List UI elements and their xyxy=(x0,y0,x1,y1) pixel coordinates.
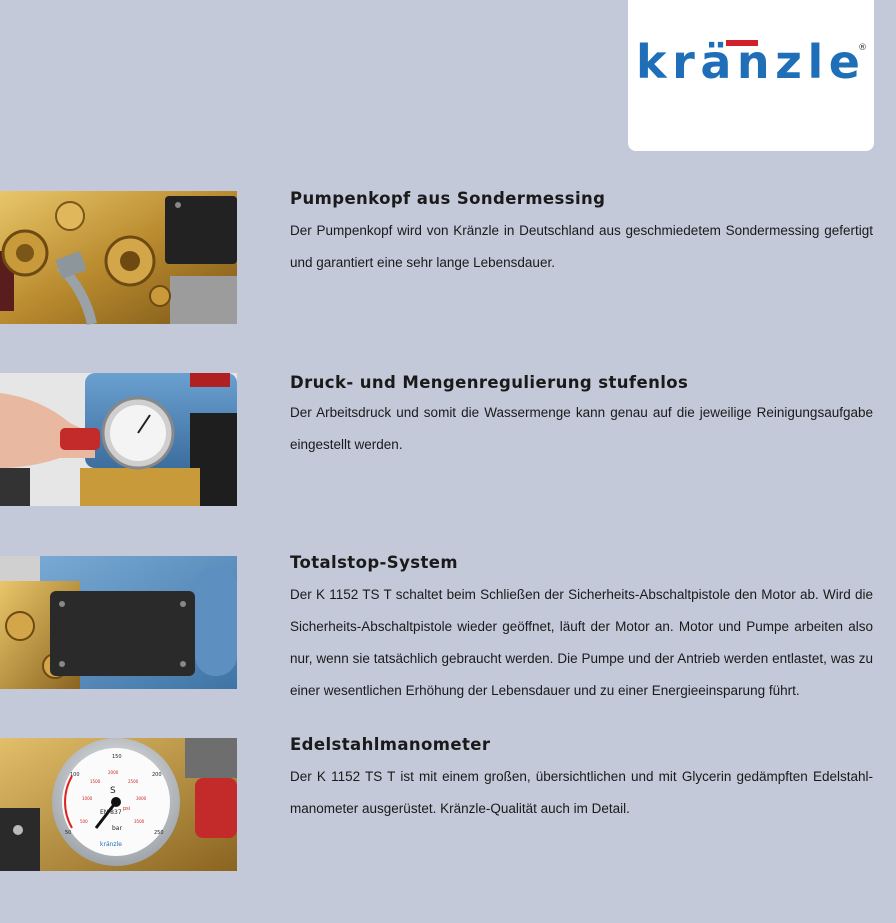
feature-text xyxy=(290,735,873,825)
gauge-norm-label: EN 837 xyxy=(100,809,122,816)
gauge-psi-tick: 3000 xyxy=(136,796,147,801)
gauge-psi-tick: 2000 xyxy=(108,770,119,775)
kranzle-logo xyxy=(636,35,867,89)
feature-title: Edelstahlmanometer xyxy=(290,735,491,754)
stainless-manometer-photo xyxy=(0,738,237,871)
feature-text xyxy=(290,553,873,707)
gauge-bar-tick: 250 xyxy=(154,830,164,836)
gauge-psi-unit: psi xyxy=(123,806,131,812)
feature-description: Der K 1152 TS T schaltet beim Schließen der Sicherheits-Abschaltpistole den Motor ab. Wird die Sicherheits-Abschaltpistole wieder geöffnet, läuft der Motor an. Motor und Pumpe arbeiten also nur, wenn sie tatsächlich gebraucht werden. Die Pumpe und der Antrieb werden entlastet, was zu einer wesentlichen Erhöhung der Lebensdauer und zu einer Energieeinsparung führt. xyxy=(290,587,873,698)
gauge-psi-tick: 2500 xyxy=(128,779,139,784)
gauge-psi-tick: 3500 xyxy=(134,819,145,824)
gauge-psi-tick: 1500 xyxy=(90,779,101,784)
gauge-psi-tick: 500 xyxy=(80,819,88,824)
feature-description: Der Pumpenkopf wird von Kränzle in Deutschland aus geschmiedetem Sondermessing gefertigt und garantiert eine sehr lange Lebensdauer. xyxy=(290,223,873,270)
feature-description: Der K 1152 TS T ist mit einem großen, übersichtlichen und mit Glycerin gedämpften Edelstahl-manometer ausgerüstet. Kränzle-Qualität auch im Detail. xyxy=(290,769,873,816)
gauge-bar-tick: 100 xyxy=(70,772,80,778)
logo-wordmark: kränzle xyxy=(636,35,858,89)
gauge-psi-tick: 1000 xyxy=(82,796,93,801)
feature-title: Totalstop-System xyxy=(290,553,458,572)
brass-pump-head-photo xyxy=(0,191,237,324)
gauge-bar-tick: 150 xyxy=(112,754,122,760)
feature-description: Der Arbeitsdruck und somit die Wassermenge kann genau auf die jeweilige Reinigungsaufgabe eingestellt werden. xyxy=(290,405,873,452)
brand-logo-panel xyxy=(628,0,874,151)
gauge-brand-label: kränzle xyxy=(100,841,122,848)
gauge-bar-unit: bar xyxy=(112,825,122,832)
feature-title: Druck- und Mengenregulierung stufenlos xyxy=(290,373,689,392)
feature-title: Pumpenkopf aus Sondermessing xyxy=(290,189,606,208)
gauge-center-label: S xyxy=(110,786,116,796)
totalstop-switch-photo xyxy=(0,556,237,689)
feature-text xyxy=(290,189,873,279)
logo-registered-mark: ® xyxy=(858,43,867,53)
feature-text xyxy=(290,373,873,461)
pressure-regulation-hand-photo xyxy=(0,373,237,506)
gauge-bar-tick: 200 xyxy=(152,772,162,778)
gauge-bar-tick: 50 xyxy=(65,830,72,836)
